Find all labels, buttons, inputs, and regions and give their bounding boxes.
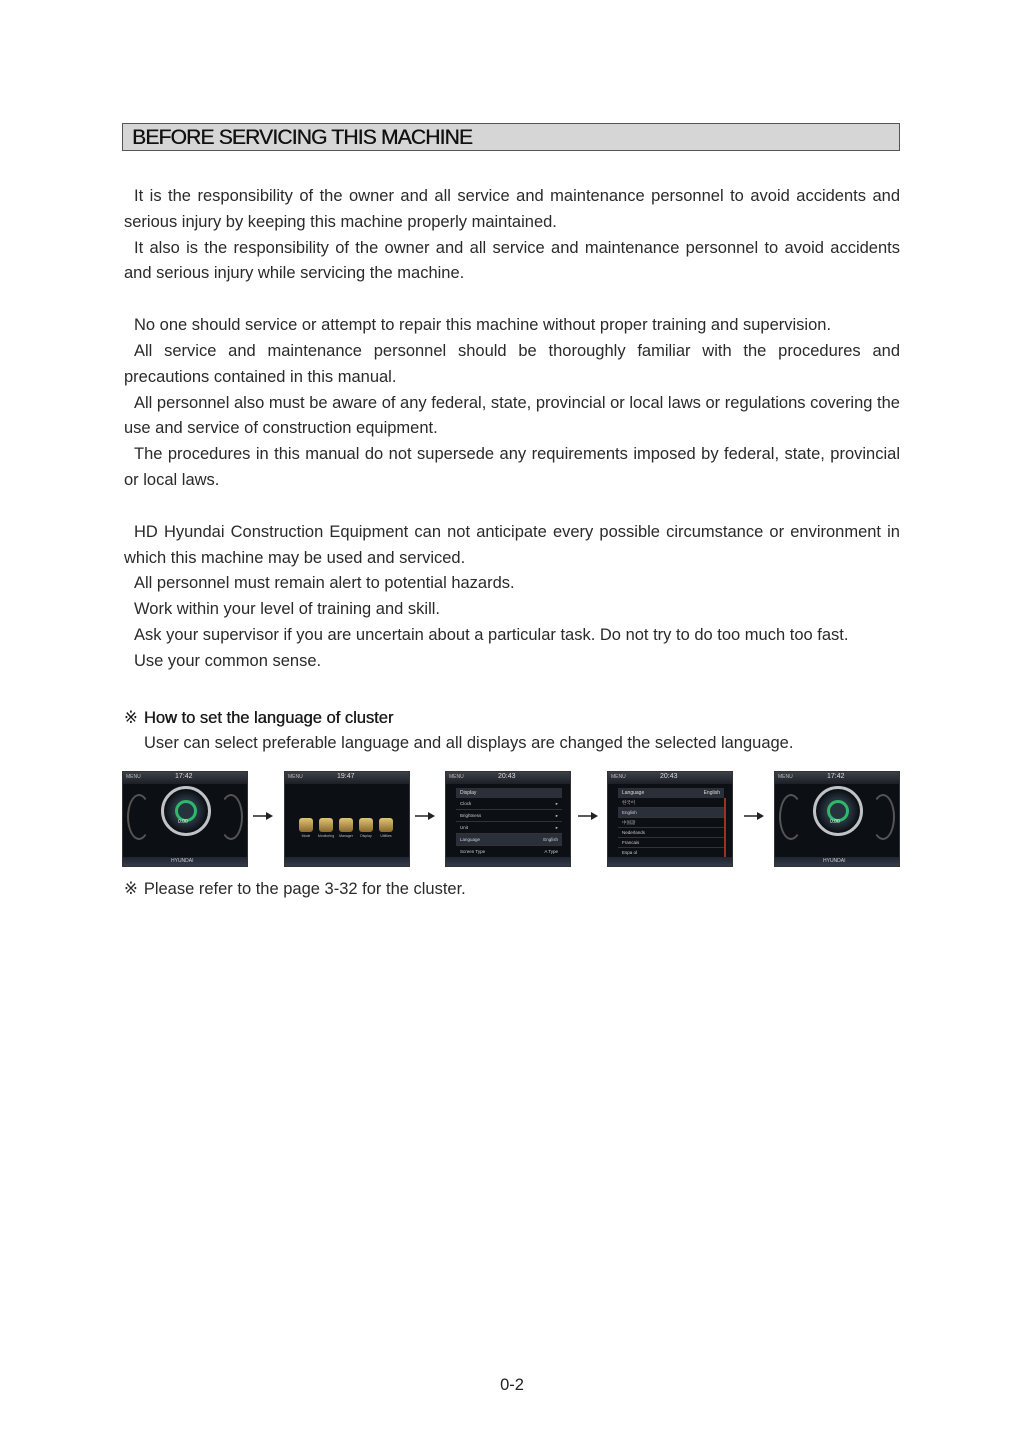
list-item xyxy=(456,834,562,846)
row-label: Unit xyxy=(460,825,469,830)
screen-topbar xyxy=(446,772,570,784)
section-header-title: BEFORE SERVICING THIS MACHINE xyxy=(132,126,473,149)
screen-bottombar xyxy=(775,857,899,866)
list-item: Espa ol xyxy=(618,848,724,858)
arrow-right-icon xyxy=(252,809,274,821)
list-item: Francais xyxy=(618,838,724,848)
row-value: A Type xyxy=(544,849,558,854)
language-menu-heading: Language xyxy=(622,790,645,796)
right-side-gauge xyxy=(871,794,895,840)
list-item: Nederlands xyxy=(618,828,724,838)
paragraph: Use your common sense. xyxy=(134,651,322,670)
screen-topbar xyxy=(123,772,247,784)
body-text xyxy=(124,184,900,675)
screen-bottombar xyxy=(608,857,732,866)
cluster-screen-gauge-final xyxy=(774,771,900,867)
display-menu-list xyxy=(456,788,562,858)
main-gauge xyxy=(813,786,863,836)
cluster-screen-display xyxy=(445,771,571,867)
list-item xyxy=(456,822,562,834)
list-item: 中国語 xyxy=(618,818,724,828)
language-section-title xyxy=(124,706,393,730)
row-label: Screen Type xyxy=(460,849,486,854)
paragraph: All personnel also must be aware of any federal, state, provincial or local laws or regulations covering the use and service of construction equipment. xyxy=(124,393,900,438)
mode-icon xyxy=(299,818,313,832)
row-label: Brightness xyxy=(460,813,482,818)
screen-time: 19:47 xyxy=(337,773,355,780)
screen-bottombar xyxy=(446,857,570,866)
row-label: Language xyxy=(460,837,481,842)
reference-mark: ※ xyxy=(124,709,138,727)
cluster-screen-gauge xyxy=(122,771,248,867)
scrollbar xyxy=(724,798,726,858)
menu-icon-label: Monitoring xyxy=(317,834,335,838)
cluster-screen-language xyxy=(607,771,733,867)
paragraph: No one should service or attempt to repair this machine without proper training and supervision. xyxy=(134,316,832,335)
reference-note-text: Please refer to the page 3-32 for the cluster. xyxy=(143,880,466,898)
screen-time: 20:43 xyxy=(660,773,678,780)
language-section-heading: How to set the language of cluster xyxy=(143,709,394,727)
list-item xyxy=(456,798,562,810)
screen-bottombar xyxy=(285,857,409,866)
paragraph: Work within your level of training and skill. xyxy=(134,600,440,619)
display-menu-title: Display xyxy=(456,788,562,798)
left-side-gauge xyxy=(779,794,803,840)
paragraph: It is the responsibility of the owner and all service and maintenance personnel to avoid accidents and serious injury by keeping this machine properly maintained. xyxy=(124,187,900,231)
reference-note xyxy=(124,877,466,901)
monitoring-icon xyxy=(319,818,333,832)
display-icon xyxy=(359,818,373,832)
left-side-gauge xyxy=(127,794,151,840)
brand-label: HYUNDAI xyxy=(823,858,846,864)
language-menu-title xyxy=(618,788,724,798)
paragraph: The procedures in this manual do not supersede any requirements imposed by federal, state, provincial or local laws. xyxy=(124,445,900,489)
gauge-value: 0.00 xyxy=(178,819,188,825)
screen-time: 17:42 xyxy=(827,773,845,780)
screen-time: 20:43 xyxy=(498,773,516,780)
menu-icon-label: Display xyxy=(360,834,372,838)
menu-label: MENU xyxy=(126,774,141,780)
paragraph-gap xyxy=(124,494,900,520)
cluster-screens xyxy=(122,771,902,868)
list-item: 한국어 xyxy=(618,798,724,808)
paragraph: HD Hyundai Construction Equipment can not anticipate every possible circumstance or environment in which this machine may be used and serviced. xyxy=(124,522,900,567)
row-value: ▸ xyxy=(555,825,558,830)
arrow-right-icon xyxy=(743,809,765,821)
page-number: 0-2 xyxy=(500,1376,524,1394)
cluster-screen-menu xyxy=(284,771,410,867)
right-side-gauge xyxy=(219,794,243,840)
menu-icon-label: Utilities xyxy=(380,834,392,838)
paragraph: It also is the responsibility of the owner and all service and maintenance personnel to avoid accidents and serious injury while servicing the machine. xyxy=(124,238,900,283)
menu-label: MENU xyxy=(611,774,626,780)
main-gauge xyxy=(161,786,211,836)
reference-mark: ※ xyxy=(124,880,138,898)
selected-language: English xyxy=(703,790,720,796)
paragraph: All personnel must remain alert to potential hazards. xyxy=(134,574,515,593)
screen-time: 17:42 xyxy=(175,773,193,780)
screen-topbar xyxy=(775,772,899,784)
utilities-icon xyxy=(379,818,393,832)
list-item: English xyxy=(618,808,724,818)
paragraph-gap xyxy=(124,287,900,313)
screen-topbar xyxy=(608,772,732,784)
manager-icon xyxy=(339,818,353,832)
screen-bottombar xyxy=(123,857,247,866)
paragraph: Ask your supervisor if you are uncertain about a particular task. Do not try to do too much too fast. xyxy=(134,625,849,644)
arrow-right-icon xyxy=(577,809,599,821)
row-value: English xyxy=(543,837,558,842)
arrow-right-icon xyxy=(414,809,436,821)
menu-label: MENU xyxy=(449,774,464,780)
menu-icon-label: Mode xyxy=(301,834,311,838)
screen-topbar xyxy=(285,772,409,784)
row-value: ▸ xyxy=(555,813,558,818)
row-value: ▸ xyxy=(555,801,558,806)
brand-label: HYUNDAI xyxy=(171,858,194,864)
menu-icons xyxy=(299,818,399,838)
menu-label: MENU xyxy=(778,774,793,780)
section-header xyxy=(122,123,900,151)
menu-label: MENU xyxy=(288,774,303,780)
menu-icon-label: Manager xyxy=(339,834,353,838)
language-section-subtitle: User can select preferable language and all displays are changed the selected language. xyxy=(144,734,794,752)
list-item xyxy=(456,810,562,822)
gauge-value: 0.00 xyxy=(830,819,840,825)
row-label: Clock xyxy=(460,801,472,806)
paragraph: All service and maintenance personnel should be thoroughly familiar with the procedures and precautions contained in this manual. xyxy=(124,341,900,386)
language-menu-list xyxy=(618,788,724,858)
